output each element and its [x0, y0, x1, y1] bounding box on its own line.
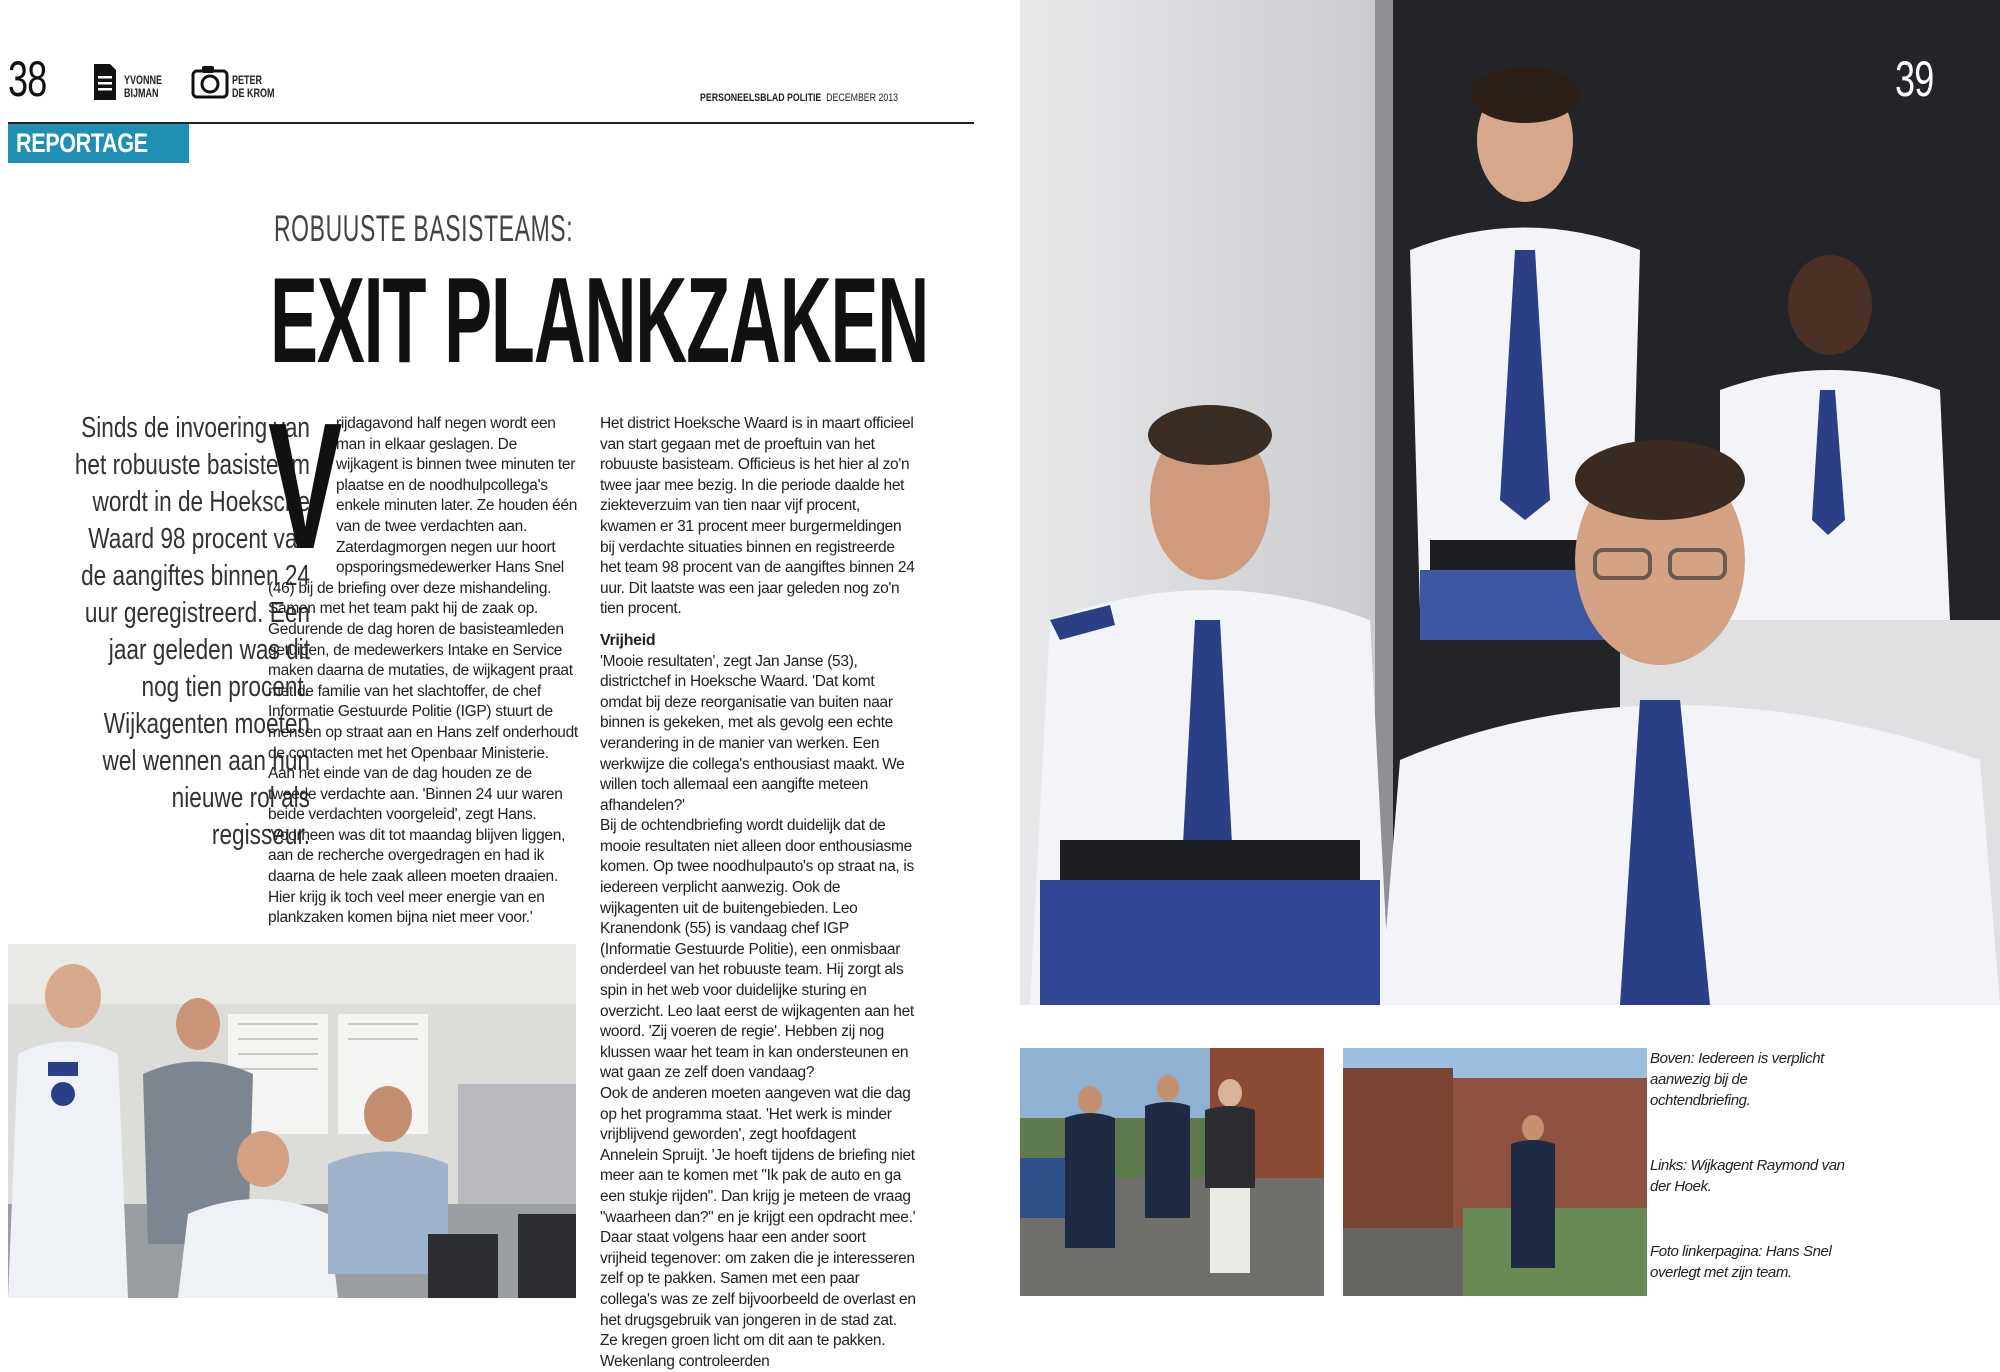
- page-number-right: 39: [1895, 51, 1934, 107]
- writer-last-name: BIJMAN: [124, 86, 159, 100]
- writer-credit: [124, 74, 162, 100]
- publication-line: [700, 92, 898, 104]
- camera-icon: [190, 62, 230, 107]
- drop-cap: V: [268, 386, 343, 587]
- caption-top: Boven: Iedereen is verplicht aanwezig bij de ochtendbriefing.: [1650, 1050, 1824, 1109]
- body-paragraph: 'Mooie resultaten', zegt Jan Janse (53), districtchef in Hoeksche Waard. 'Dat komt omdat bij deze reorganisatie van buiten naar binnen is gekeken, met als gevolg een echte verandering in de manier van werken. Een werkwijze die collega's enthousiast maakt. We willen toch allemaal een aangifte meteen afhandelen?': [600, 652, 905, 814]
- photo-team-briefing: [8, 944, 576, 1298]
- writer-first-name: YVONNE: [124, 73, 163, 87]
- document-icon: [90, 60, 120, 107]
- section-tag-label: REPORTAGE: [16, 128, 148, 158]
- body-paragraph: Bij de ochtendbriefing wordt duidelijk dat de mooie resultaten niet alleen door enthousiasme komen. Op twee noodhulpauto's op straat na, is iedereen verplicht aanwezig. Ook de wijkagenten uit de buitengebieden. Leo Kranendonk (55) is vandaag chef IGP (Informatie Gestuurde Politie), een onmisbaar onderdeel van het robuuste team. Hij zorgt als spin in het web voor duidelijke sturing en overzicht. Leo laat eerst de wijkagenten aan het woord. 'Zij voeren de regie'. Hebben zij nog klussen waar het team in kan ondersteunen en wat gaan ze zelf doen vandaag?: [600, 817, 915, 1082]
- issue-date: DECEMBER 2013: [826, 92, 899, 104]
- section-tag: [8, 124, 189, 163]
- page-number-left: 38: [8, 51, 47, 107]
- article-title: EXIT PLANKZAKEN: [270, 252, 929, 388]
- photographer-last-name: DE KROM: [232, 86, 275, 100]
- body-column-1-text: rijdagavond half negen wordt een man in elkaar geslagen. De wijkagent is binnen twee minuten ter plaatse en de noodhulpcollega's enkele minuten later. Ze houden één van de twee verdachten aan. Zaterdagmorgen negen uur hoort opsporingsmedewerker Hans Snel (46) bij de briefing over deze mishandeling. Samen met het team pakt hij de zaak op. Gedurende de dag horen de basisteamleden getuigen, de medewerkers Intake en Service maken daarna de mutaties, de wijkagent praat met de familie van het slachtoffer, de chef Informatie Gestuurde Politie (IGP) stuurt de mensen op straat aan en Hans zelf onderhoudt de contacten met het Openbaar Ministerie. Aan het einde van de dag houden ze de tweede verdachte aan. 'Binnen 24 uur waren beide verdachten voorgeleid', zegt Hans. 'Voorheen was dit tot maandag blijven liggen, aan de recherche overgedragen en had ik daarna de hele zaak alleen moeten draaien. Hier krijg ik toch veel meer energie van en plankzaken komen bijna niet meer voor.': [268, 415, 578, 927]
- article-kicker: ROBUUSTE BASISTEAMS:: [274, 208, 574, 249]
- caption-left: Links: Wijkagent Raymond van der Hoek.: [1650, 1157, 1845, 1195]
- photographer-first-name: PETER: [232, 73, 263, 87]
- captions: [1650, 1048, 1850, 1327]
- body-column-2: [600, 414, 916, 1372]
- photo-neighbourhood-officer: [1020, 1048, 1324, 1296]
- article-lead: Sinds de invoering van het robuuste basisteam wordt in de Hoeksche Waard 98 procent van de aangiftes binnen 24 uur geregistreerd. Een jaar geleden was dit nog tien procent. Wijkagenten moeten wel wennen aan hun nieuwe rol als regisseur.: [74, 412, 310, 851]
- body-paragraph: Ook de anderen moeten aangeven wat die dag op het programma staat. 'Het werk is minder vrijblijvend geworden', zegt hoofdagent Annelein Spruijt. 'Je hoeft tijdens de briefing niet meer aan te komen met "Ik pak de auto en ga een stukje rijden". Dan krijg je meteen de vraag "waarheen dan?" en je krijgt een opdracht mee.' Daar staat volgens haar een ander soort vrijheid tegenover: om zaken die je interesseren zelf op te pakken. Samen met een paar collega's was ze zelf bijvoorbeeld de overlast en het drugsgebruik van jongeren in de stad zat. Ze kregen groen licht om dit aan te pakken. Wekenlang controleerden: [600, 1085, 916, 1370]
- body-paragraph: Het district Hoeksche Waard is in maart officieel van start gegaan met de proeftuin van het robuuste basisteam. Officieus is het hier al zo'n twee jaar mee bezig. In die periode daalde het ziekteverzuim van tien naar vijf procent, kwamen er 31 procent meer burgermeldingen bij verdachte situaties binnen en registreerde het team 98 procent van de aangiftes binnen 24 uur. Dit laatste was een jaar geleden nog zo'n tien procent.: [600, 415, 915, 618]
- body-column-1: [268, 386, 578, 929]
- publication-name: PERSONEELSBLAD POLITIE: [700, 92, 822, 104]
- subheading: Vrijheid: [600, 631, 656, 649]
- caption-left-page: Foto linkerpagina: Hans Snel overlegt met zijn team.: [1650, 1243, 1832, 1281]
- photo-alley-officer: [1343, 1048, 1647, 1296]
- photo-morning-briefing: [1020, 0, 2000, 1005]
- photographer-credit: [232, 74, 275, 100]
